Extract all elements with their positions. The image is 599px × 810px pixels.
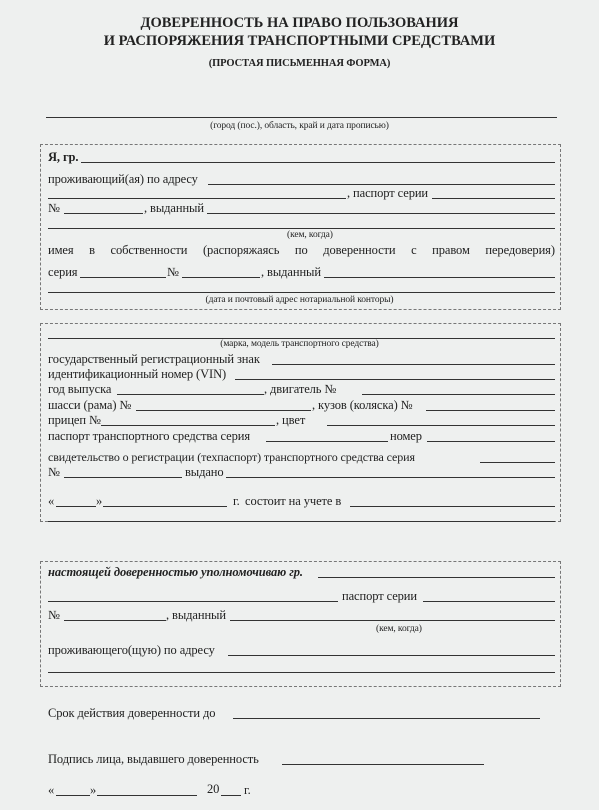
agent-residing-label: проживающего(щую) по адресу	[48, 643, 215, 657]
engine-label: , двигатель №	[264, 382, 337, 396]
attorney-series-line[interactable]	[80, 277, 166, 278]
agent-passport-number-label: №	[48, 608, 60, 622]
owning-word-9: передоверия)	[485, 243, 555, 257]
certificate-number-label: №	[48, 465, 60, 479]
owning-statement	[48, 243, 555, 257]
reg-plate-line[interactable]	[272, 364, 555, 365]
date-month-line[interactable]	[97, 795, 197, 796]
owning-word-1: имея	[48, 243, 74, 257]
owning-word-5: по	[294, 243, 308, 257]
vin-line[interactable]	[235, 379, 555, 380]
owning-word-3: собственности	[110, 243, 188, 257]
passport-number-label: №	[48, 201, 60, 215]
who-when-hint: (кем, когда)	[287, 230, 333, 240]
chassis-label: шасси (рама) №	[48, 398, 132, 412]
issued-label: , выданный	[144, 201, 204, 215]
trailer-line[interactable]	[101, 425, 275, 426]
attorney-issued-line[interactable]	[324, 277, 555, 278]
vin-label: идентификационный номер (VIN)	[48, 367, 227, 381]
trailer-label: прицеп №	[48, 413, 101, 427]
attorney-number-label: №	[167, 265, 179, 279]
i-citizen-label: Я, гр.	[48, 150, 79, 164]
owning-word-4: (распоряжаясь	[202, 243, 280, 257]
registered-label: состоит на учете в	[245, 494, 342, 508]
vehicle-model-hint: (марка, модель транспортного средства)	[220, 339, 379, 349]
chassis-line[interactable]	[136, 410, 311, 411]
date-year-suffix: г.	[244, 783, 251, 797]
agent-issued-by-line[interactable]	[230, 620, 555, 621]
agent-who-when-hint: (кем, когда)	[376, 624, 422, 634]
principal-passport-series-line[interactable]	[432, 198, 555, 199]
body-label: , кузов (коляска) №	[312, 398, 413, 412]
body-line[interactable]	[426, 410, 555, 411]
certificate-series-line[interactable]	[480, 462, 555, 463]
signature-label: Подпись лица, выдавшего доверенность	[48, 752, 259, 766]
city-date-hint: (город (пос.), область, край и дата прописью)	[210, 121, 389, 131]
agent-section	[40, 561, 561, 687]
passport-series-label: , паспорт серии	[347, 186, 429, 200]
color-label: , цвет	[276, 413, 306, 427]
certificate-label: свидетельство о регистрации (техпаспорт) транспортного средства серия	[48, 450, 415, 464]
notary-hint: (дата и почтовый адрес нотариальной конторы)	[205, 295, 394, 305]
pts-series-line[interactable]	[266, 441, 388, 442]
principal-address-line[interactable]	[208, 184, 555, 185]
registered-place-line[interactable]	[350, 506, 555, 507]
year-label: год выпуска	[48, 382, 112, 396]
principal-issued-by-line[interactable]	[207, 213, 555, 214]
pts-series-label: паспорт транспортного средства серия	[48, 429, 250, 443]
owning-word-6: доверенности	[323, 243, 396, 257]
city-date-line[interactable]	[46, 117, 557, 118]
certificate-number-line[interactable]	[64, 477, 182, 478]
reg-date-quote-close: »	[96, 494, 103, 508]
principal-issued-by-line-2[interactable]	[48, 228, 555, 229]
pts-number-line[interactable]	[427, 441, 555, 442]
validity-label: Срок действия доверенности до	[48, 706, 216, 720]
reg-date-month-line[interactable]	[103, 506, 227, 507]
date-year-prefix: 20	[207, 782, 220, 796]
agent-passport-series-label: паспорт серии	[342, 589, 417, 603]
principal-name-line[interactable]	[81, 162, 555, 163]
agent-issued-label: , выданный	[166, 608, 226, 622]
owning-word-2: в	[89, 243, 95, 257]
reg-date-year-mark: г.	[233, 494, 240, 508]
form-title-line-2: И РАСПОРЯЖЕНИЯ ТРАНСПОРТНЫМИ СРЕДСТВАМИ	[103, 33, 496, 49]
principal-section	[40, 144, 561, 310]
authorize-label: настоящей доверенностью уполномочиваю гр.	[48, 565, 303, 579]
agent-passport-series-line[interactable]	[423, 601, 555, 602]
agent-name-line-2[interactable]	[48, 601, 338, 602]
reg-date-quote-open: «	[48, 494, 55, 508]
validity-date-line[interactable]	[233, 718, 540, 719]
series-label: серия	[48, 265, 78, 279]
residing-label: проживающий(ая) по адресу	[48, 172, 198, 186]
color-line[interactable]	[327, 425, 555, 426]
pts-number-label: номер	[390, 429, 422, 443]
engine-line[interactable]	[362, 394, 555, 395]
attorney-number-line[interactable]	[182, 277, 260, 278]
reg-plate-label: государственный регистрационный знак	[48, 352, 260, 366]
principal-address-line-2[interactable]	[48, 198, 346, 199]
date-year-line[interactable]	[221, 795, 241, 796]
registered-place-line-2[interactable]	[48, 521, 555, 522]
agent-passport-number-line[interactable]	[64, 620, 166, 621]
owning-word-8: правом	[432, 243, 470, 257]
year-line[interactable]	[117, 394, 264, 395]
attorney-issued-label: , выданный	[261, 265, 321, 279]
agent-address-line-2[interactable]	[48, 672, 555, 673]
notary-line[interactable]	[48, 292, 555, 293]
form-subtitle: (ПРОСТАЯ ПИСЬМЕННАЯ ФОРМА)	[208, 58, 391, 69]
date-quote-close: »	[90, 783, 97, 797]
date-day-line[interactable]	[56, 795, 90, 796]
reg-date-day-line[interactable]	[56, 506, 96, 507]
certificate-issued-label: выдано	[185, 465, 224, 479]
form-title-line-1: ДОВЕРЕННОСТЬ НА ПРАВО ПОЛЬЗОВАНИЯ	[140, 15, 459, 31]
certificate-issued-line[interactable]	[226, 477, 555, 478]
agent-address-line[interactable]	[228, 655, 555, 656]
agent-name-line[interactable]	[318, 577, 555, 578]
principal-passport-number-line[interactable]	[64, 213, 143, 214]
date-quote-open: «	[48, 783, 55, 797]
owning-word-7: с	[411, 243, 417, 257]
signature-line[interactable]	[282, 764, 484, 765]
